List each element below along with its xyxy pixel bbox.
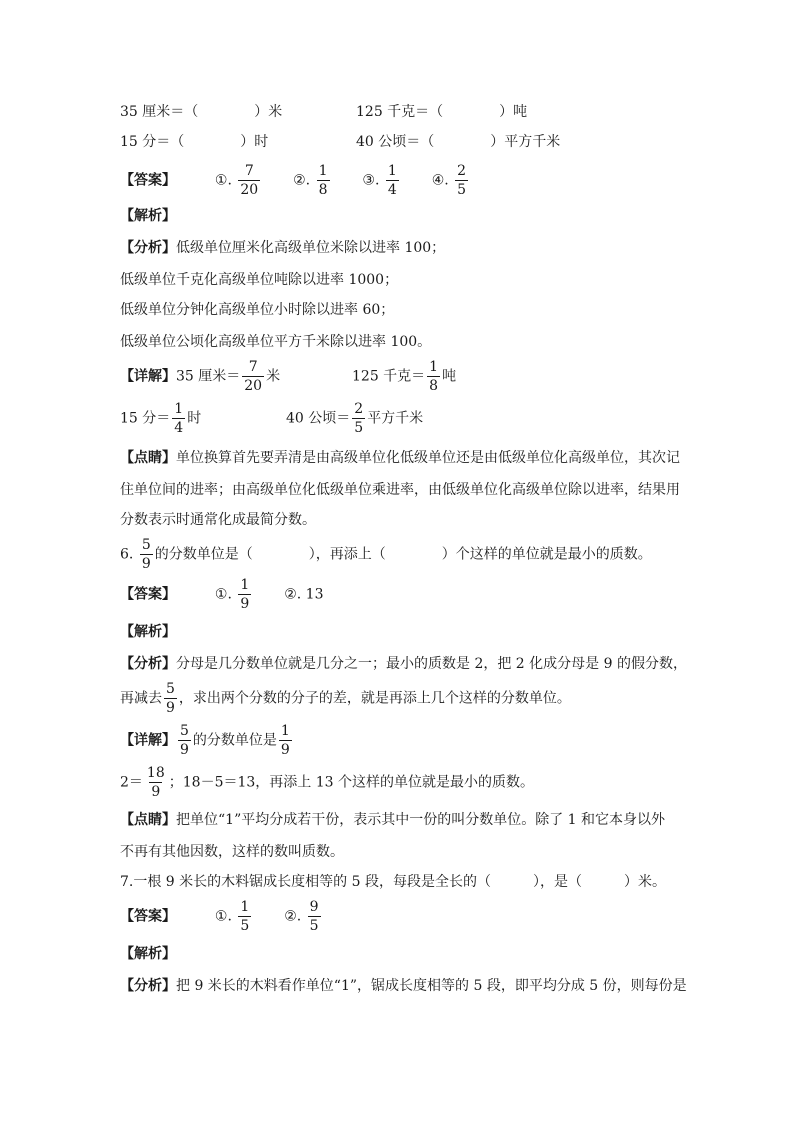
question-number: 6. (120, 546, 134, 563)
q6-dianjing-2: 不再有其他因数，这样的数叫质数。 (120, 844, 344, 860)
q5-fenxi-3: 低级单位分钟化高级单位小时除以进率 60； (120, 302, 395, 318)
fraction: $\frac{5}{9}$ (141, 537, 151, 572)
q5-fenxi-2: 低级单位千克化高级单位吨除以进率 1000； (120, 272, 399, 288)
q5-row1-left: 35 厘米＝（ ）米 (120, 104, 283, 120)
fraction: $\frac{7}{20}$ (240, 163, 259, 198)
fraction: $\frac{7}{20}$ (244, 359, 263, 394)
q5-xiangjie-2: 125 千克＝ $\frac{1}{8}$ 吨 (352, 359, 457, 394)
q6-xiangjie-1: 【详解】 $\frac{5}{9}$ 的分数单位是 $\frac{1}{9}$ (120, 723, 290, 758)
answer-label: 【答案】 (120, 172, 176, 189)
answer-mark: ③. (362, 172, 380, 189)
q7-answer-line: 【答案】 ①. $\frac{1}{5}$ ②. $\frac{9}{5}$ (120, 899, 319, 934)
q5-row2-left: 15 分＝（ ）时 (120, 134, 269, 150)
fraction: $\frac{1}{4}$ (174, 401, 184, 436)
q5-row2-right: 40 公顷＝（ ）平方千米 (356, 134, 561, 150)
fraction: $\frac{1}{8}$ (429, 359, 439, 394)
q5-dianjing-3: 分数表示时通常化成最简分数。 (120, 512, 316, 528)
q5-xiangjie-1: 【详解】35 厘米＝ $\frac{7}{20}$ 米 (120, 359, 281, 394)
jiexi-heading: 【解析】 (120, 208, 176, 224)
question-number: 7. (120, 874, 134, 890)
fraction: $\frac{2}{5}$ (354, 401, 364, 436)
q7-question: 7.一根 9 米长的木料锯成长度相等的 5 段，每段是全长的（ ），是（ ）米。 (120, 874, 666, 890)
q5-dianjing-2: 住单位间的进率；由高级单位化低级单位乘进率，由低级单位化高级单位除以进率，结果用 (120, 482, 680, 498)
q5-fenxi-4: 低级单位公顷化高级单位平方千米除以进率 100。 (120, 334, 432, 350)
jiexi-heading: 【解析】 (120, 946, 176, 962)
fraction: $\frac{1}{4}$ (387, 163, 397, 198)
q6-answer-line: 【答案】 ①. $\frac{1}{9}$ ②. 13 (120, 577, 324, 612)
fraction: $\frac{5}{9}$ (180, 723, 189, 758)
fraction: $\frac{1}{8}$ (318, 163, 328, 198)
q6-dianjing-1: 【点睛】把单位“1”平均分成若干份，表示其中一份的叫分数单位。除了 1 和它本身以外 (120, 812, 666, 828)
q7-fenxi-1: 【分析】把 9 米长的木料看作单位“1”，锯成长度相等的 5 段，即平均分成 5 份，则每份是 (120, 978, 687, 994)
q6-question: 6. $\frac{5}{9}$ 的分数单位是（ ），再添上（ ）个这样的单位就是最小的质数。 (120, 537, 652, 572)
answer-mark: ④. (431, 172, 449, 189)
fraction: $\frac{1}{9}$ (240, 577, 250, 612)
q5-answer-line (120, 162, 470, 199)
fraction: $\frac{9}{5}$ (309, 899, 319, 934)
answer-mark: ①. (214, 172, 232, 189)
q5-dianjing-1: 【点睛】单位换算首先要弄清是由高级单位化低级单位还是由低级单位化高级单位，其次记 (120, 450, 680, 466)
fraction: $\frac{2}{5}$ (457, 163, 467, 198)
q5-row1-right: 125 千克＝（ ）吨 (356, 104, 528, 120)
q5-xiangjie-4: 40 公顷＝ $\frac{2}{5}$ 平方千米 (286, 401, 424, 436)
q6-xiangjie-2: 2＝ $\frac{18}{9}$ ；18－5＝13，再添上 13 个这样的单位就是最小的质数。 (120, 765, 534, 800)
fraction: $\frac{1}{9}$ (280, 723, 290, 758)
fraction: $\frac{18}{9}$ (146, 765, 165, 800)
q5-fenxi-1: 【分析】低级单位厘米化高级单位米除以进率 100； (120, 240, 446, 256)
q6-fenxi-2: 再减去 $\frac{5}{9}$ ，求出两个分数的分子的差，就是再添上几个这样的分数单位。 (120, 681, 571, 716)
fraction: $\frac{5}{9}$ (166, 681, 175, 716)
q5-xiangjie-3: 15 分＝ $\frac{1}{4}$ 时 (120, 401, 202, 436)
jiexi-heading: 【解析】 (120, 624, 176, 640)
fraction: $\frac{1}{5}$ (240, 899, 250, 934)
answer-mark: ②. (293, 172, 311, 189)
q6-fenxi-1: 【分析】分母是几分数单位就是几分之一；最小的质数是 2，把 2 化成分母是 9 的假分数， (120, 656, 687, 672)
